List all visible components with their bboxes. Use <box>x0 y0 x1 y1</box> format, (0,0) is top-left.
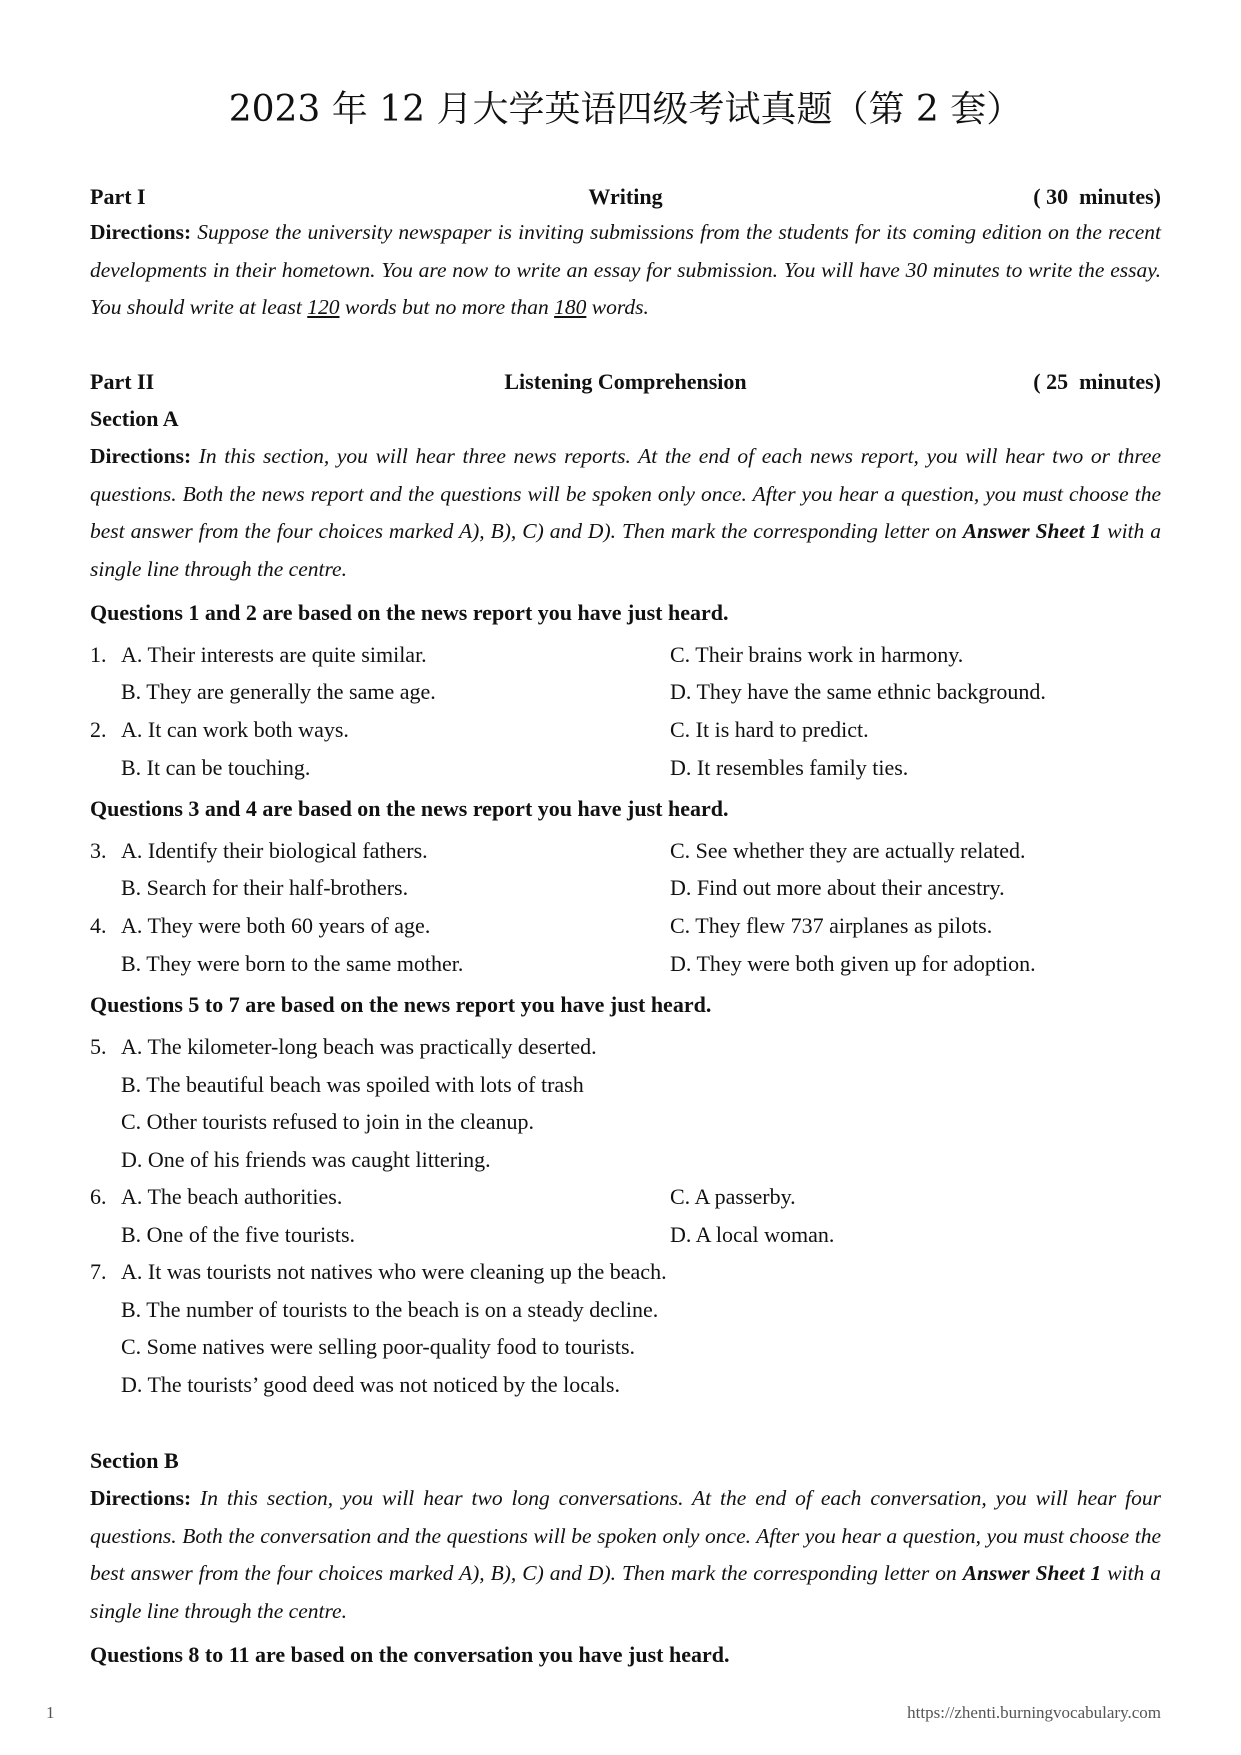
option-c: C. Some natives were selling poor-quality food to tourists. <box>121 1334 636 1359</box>
part1-directions <box>90 214 1161 327</box>
question-group-header: Questions 3 and 4 are based on the news report you have just heard. <box>90 796 729 821</box>
directions-label: Directions: <box>90 220 192 244</box>
directions-text: In this section, you will hear two long conversations. At the end of each conversation, you will hear four questions. Both the conversation and the questions will be spoken only once. After you hear a question, you must choose the best answer from the four choices marked A), B), C) and D). Then mark the corresponding letter on <box>90 1486 1161 1586</box>
answer-sheet-label: Answer Sheet 1 <box>962 1561 1102 1586</box>
option-a: A. They were both 60 years of age. <box>121 913 431 938</box>
section-a-directions <box>90 438 1161 588</box>
part1-label: Part I <box>90 184 146 209</box>
question-number: 7. <box>90 1259 107 1284</box>
option-b: B. The beautiful beach was spoiled with lots of trash <box>121 1072 584 1097</box>
option-a: A. It was tourists not natives who were cleaning up the beach. <box>121 1259 667 1284</box>
part1-name: Writing <box>588 184 663 209</box>
option-b: B. It can be touching. <box>121 755 311 780</box>
question-number: 1. <box>90 642 107 667</box>
directions-text: words but no more than <box>339 295 555 320</box>
option-d: D. One of his friends was caught littering. <box>121 1147 491 1172</box>
option-a: A. The beach authorities. <box>121 1184 343 1209</box>
question-number: 2. <box>90 717 107 742</box>
part2-label: Part II <box>90 369 155 394</box>
part2-time: ( 25 minutes) <box>1033 369 1161 394</box>
option-c: C. See whether they are actually related. <box>670 838 1026 863</box>
option-c: C. A passerby. <box>670 1184 796 1209</box>
option-b: B. Search for their half-brothers. <box>121 875 409 900</box>
option-a: A. It can work both ways. <box>121 717 349 742</box>
option-b: B. They are generally the same age. <box>121 679 436 704</box>
directions-text: In this section, you will hear three news reports. At the end of each news report, you will hear two or three questions. Both the news report and the questions will be spoken only once. After you hear a question, you must choose the best answer from the four choices marked A), B), C) and D). Then mark the corresponding letter on <box>90 444 1161 544</box>
question-number: 6. <box>90 1184 107 1209</box>
option-b: B. One of the five tourists. <box>121 1222 356 1247</box>
question-group-header: Questions 8 to 11 are based on the conversation you have just heard. <box>90 1642 730 1667</box>
option-c: C. Other tourists refused to join in the cleanup. <box>121 1109 535 1134</box>
question-group-header: Questions 1 and 2 are based on the news report you have just heard. <box>90 600 729 625</box>
directions-text: words. <box>586 295 649 320</box>
question-group-header: Questions 5 to 7 are based on the news report you have just heard. <box>90 992 712 1017</box>
option-a: A. Identify their biological fathers. <box>121 838 428 863</box>
min-words: 120 <box>307 295 340 320</box>
directions-label: Directions: <box>90 444 192 468</box>
section-b-heading: Section B <box>90 1448 179 1473</box>
part2-name: Listening Comprehension <box>504 369 747 394</box>
directions-text: with a single line through the centre. <box>90 1561 1161 1623</box>
question-number: 4. <box>90 913 107 938</box>
answer-sheet-label: Answer Sheet 1 <box>962 519 1102 544</box>
option-b: B. The number of tourists to the beach is on a steady decline. <box>121 1297 659 1322</box>
section-a-heading: Section A <box>90 406 179 431</box>
page-title: 2023 年 12 月大学英语四级考试真题（第 2 套） <box>228 89 1023 130</box>
option-d: D. The tourists’ good deed was not noticed by the locals. <box>121 1372 620 1397</box>
option-a: A. The kilometer-long beach was practically deserted. <box>121 1034 597 1059</box>
directions-text: with a single line through the centre. <box>90 519 1161 581</box>
option-d: D. They have the same ethnic background. <box>670 679 1046 704</box>
option-c: C. Their brains work in harmony. <box>670 642 964 667</box>
page-number: 1 <box>46 1703 55 1722</box>
footer-url: https://zhenti.burningvocabulary.com <box>907 1703 1161 1722</box>
option-d: D. They were both given up for adoption. <box>670 951 1036 976</box>
question-number: 3. <box>90 838 107 863</box>
directions-label: Directions: <box>90 1486 192 1510</box>
option-a: A. Their interests are quite similar. <box>121 642 427 667</box>
part1-time: ( 30 minutes) <box>1033 184 1161 209</box>
part1-header <box>90 182 1161 212</box>
option-d: D. A local woman. <box>670 1222 835 1247</box>
option-b: B. They were born to the same mother. <box>121 951 464 976</box>
option-c: C. They flew 737 airplanes as pilots. <box>670 913 993 938</box>
option-c: C. It is hard to predict. <box>670 717 869 742</box>
part2-header <box>90 367 1161 397</box>
question-number: 5. <box>90 1034 107 1059</box>
max-words: 180 <box>554 295 587 320</box>
section-b-directions <box>90 1480 1161 1630</box>
option-d: D. Find out more about their ancestry. <box>670 875 1005 900</box>
directions-text: Suppose the university newspaper is inviting submissions from the students for its coming edition on the recent developments in their hometown. You are now to write an essay for submission. You will have 30 minutes to write the essay. You should write at least <box>90 220 1161 320</box>
option-d: D. It resembles family ties. <box>670 755 909 780</box>
